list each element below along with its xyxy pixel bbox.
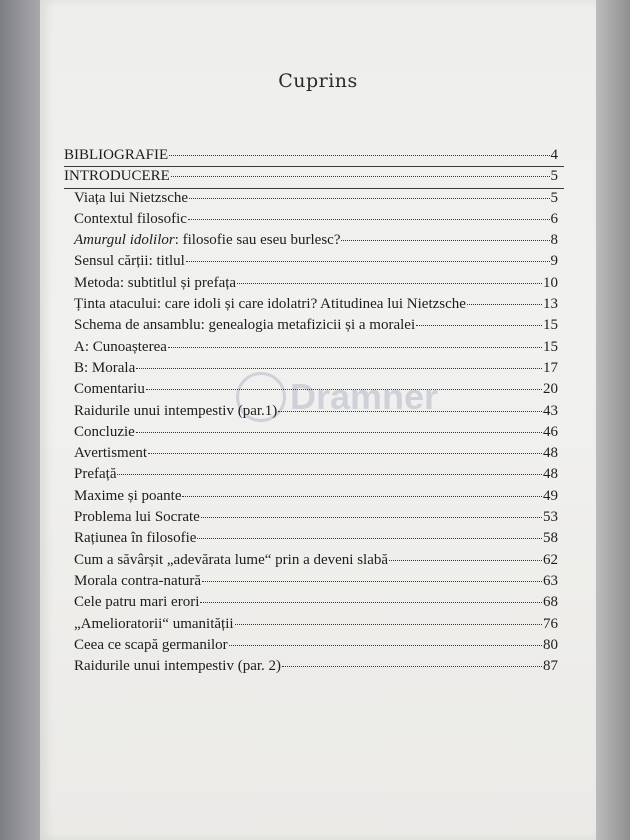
dot-leader [171,176,550,177]
table-of-contents [64,145,558,677]
toc-entry-label: Avertisment [74,445,148,462]
toc-page-number: 4 [550,147,558,163]
toc-page-number: 5 [550,189,558,206]
toc-row [64,486,558,507]
dot-leader [416,325,542,326]
right-background [596,0,630,840]
toc-entry-label: Prefață [74,466,117,483]
toc-page-number: 87 [543,658,558,675]
dot-leader [389,560,542,561]
toc-entry-italic-title: Amurgul idolilor [74,232,175,249]
toc-entry-label: : filosofie sau eseu burlesc? [174,232,341,249]
toc-row [64,656,558,677]
dot-leader [136,432,542,433]
toc-row [64,614,558,635]
toc-entry-label: Raidurile unui intempestiv (par.1) [74,402,278,419]
dot-leader [189,198,549,199]
toc-row [64,358,558,379]
dot-leader [229,645,542,646]
toc-row [64,209,558,230]
toc-entry-label: Sensul cărții: titlul [74,253,185,270]
dot-leader [168,347,542,348]
toc-page-number: 58 [543,530,558,547]
toc-entry-label: Ceea ce scapă germanilor [74,636,228,653]
toc-entry-label: Maxime și poante [74,487,182,504]
toc-row [64,294,558,315]
toc-page-number: 63 [543,572,558,589]
dot-leader [146,389,542,390]
toc-entry-label: Comentariu [74,381,145,398]
dot-leader [278,411,542,412]
toc-row [64,401,558,422]
toc-row [64,337,558,358]
toc-entry-label: B: Morala [74,359,136,376]
dot-leader [186,261,550,262]
toc-entry-label: Concluzie [74,423,135,440]
toc-page-number: 8 [550,232,558,249]
toc-row [64,464,558,485]
toc-entry-label: Cum a săvârșit „adevărata lume“ prin a deveni slabă [74,551,389,568]
toc-entry-label: Schema de ansamblu: genealogia metafizicii și a moralei [74,317,416,334]
toc-page-number: 5 [550,168,558,185]
watermark-text: Dramner [290,376,439,417]
toc-page-number: 76 [543,615,558,632]
dot-leader [169,155,549,156]
dot-leader [182,496,542,497]
toc-row [64,188,558,209]
toc-row [64,550,558,571]
toc-page-number: 43 [543,402,558,419]
toc-row [64,443,558,464]
toc-page-number: 15 [543,317,558,334]
toc-page-number: 9 [550,253,558,270]
toc-entry-label: A: Cunoașterea [74,338,167,355]
toc-page-number: 62 [543,551,558,568]
toc-entry-label: BIBLIOGRAFIE [64,147,169,163]
toc-row [64,145,558,166]
toc-page-number: 17 [543,359,558,376]
toc-row [64,251,558,272]
toc-row [64,528,558,549]
toc-page-number: 48 [543,466,558,483]
toc-row [64,422,558,443]
toc-page-number: 68 [543,594,558,611]
toc-row [64,507,558,528]
toc-entry-label: Raidurile unui intempestiv (par. 2) [74,658,282,675]
dot-leader [200,602,542,603]
toc-row [64,230,558,251]
toc-entry-label: INTRODUCERE [64,168,170,185]
toc-page-number: 6 [550,210,558,227]
toc-row [64,635,558,656]
toc-page-number: 49 [543,487,558,504]
toc-entry-label: Morala contra-natură [74,572,202,589]
toc-entry-label: Ținta atacului: care idoli și care idolatri? Atitudinea lui Nietzsche [74,296,466,313]
toc-row [64,273,558,294]
toc-page-number: 10 [543,274,558,291]
toc-page-number: 15 [543,338,558,355]
toc-entry-label: Problema lui Socrate [74,509,200,526]
dot-leader [282,666,542,667]
left-background [0,0,40,840]
toc-page-number: 46 [543,423,558,440]
toc-entry-label: Contextul filosofic [74,210,187,227]
dot-leader [188,219,550,220]
toc-page-number: 53 [543,509,558,526]
toc-page-number: 80 [543,636,558,653]
book-page [40,0,596,840]
toc-row [64,571,558,592]
dot-leader [467,304,542,305]
toc-entry-label: „Amelioratorii“ umanității [74,615,234,632]
dot-leader [117,474,542,475]
dot-leader [197,538,542,539]
toc-entry-label: Viața lui Nietzsche [74,189,189,206]
toc-page-number: 48 [543,445,558,462]
dot-leader [202,581,542,582]
dot-leader [235,624,542,625]
page-title: Cuprins [278,70,358,92]
toc-entry-label: Cele patru mari erori [74,594,200,611]
toc-row [64,592,558,613]
toc-entry-label: Rațiunea în filosofie [74,530,197,547]
toc-row [64,166,558,187]
toc-row [64,315,558,336]
toc-row [64,379,558,400]
dot-leader [201,517,542,518]
toc-page-number: 13 [543,296,558,313]
dot-leader [341,240,549,241]
toc-entry-label: Metoda: subtitlul și prefața [74,274,237,291]
dot-leader [136,368,542,369]
dot-leader [237,283,542,284]
dot-leader [148,453,542,454]
toc-page-number: 20 [543,381,558,398]
